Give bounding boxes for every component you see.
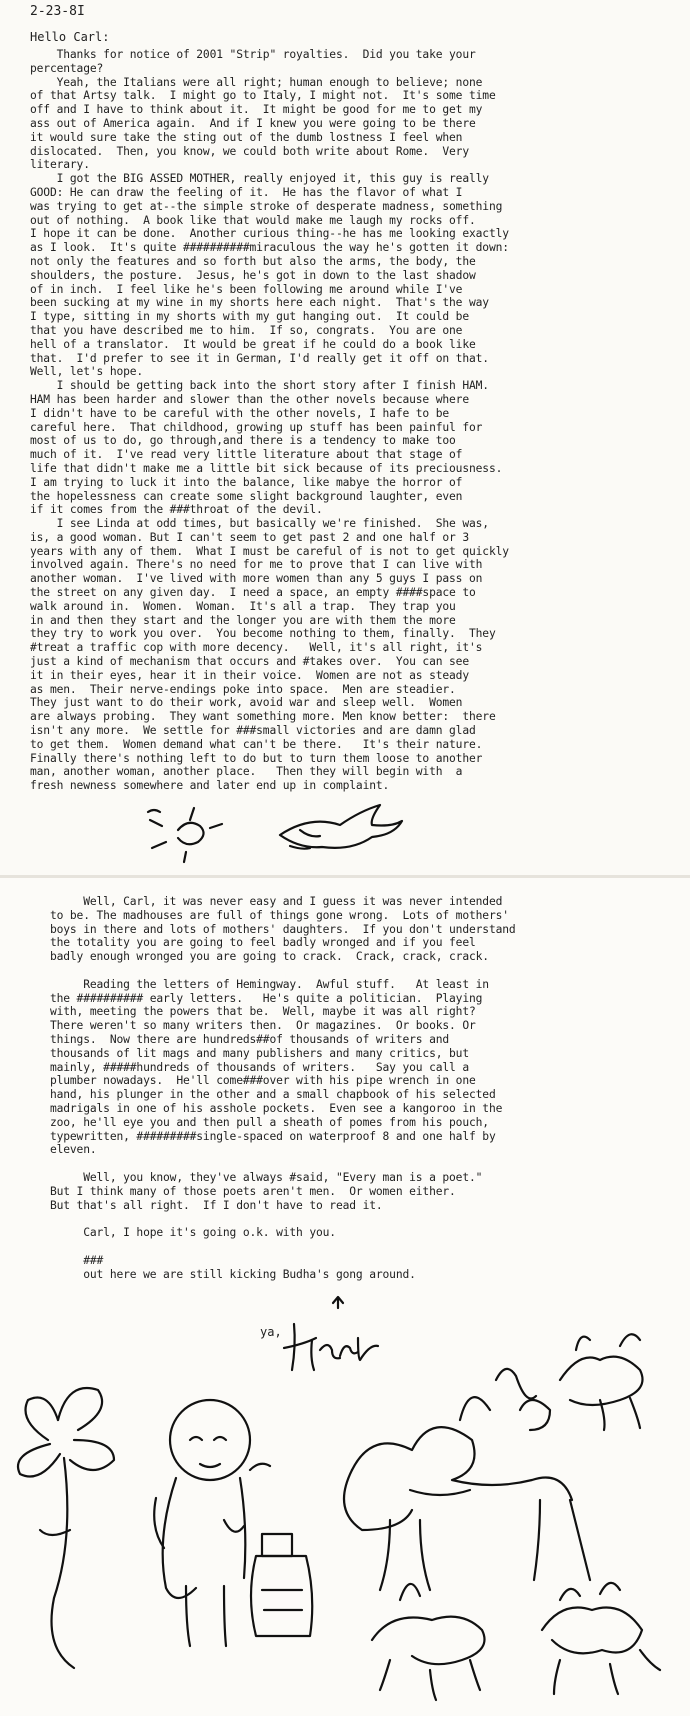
- letter-line: Yeah, the Italians were all right; human enough to believe; none: [30, 75, 483, 89]
- dog-doodle-bottom-right: [542, 1583, 660, 1694]
- letter-line: just a kind of mechanism that occurs and #takes over. You can see: [30, 655, 469, 669]
- letter-line: been sucking at my wine in my shorts here each night. That's the way: [30, 296, 489, 310]
- letter-line: plumber nowadays. He'll come###over with his pipe wrench in one: [30, 1074, 476, 1088]
- letter-line: thousands of lit mags and many publishers and many critics, but: [30, 1046, 469, 1060]
- letter-line: to be. The madhouses are full of things gone wrong. Lots of mothers': [30, 908, 509, 922]
- letter-line: to get them. Women demand what can't be there. It's their nature.: [30, 737, 483, 751]
- letter-line: life that didn't make me a little bit sick because of its preciousness.: [30, 461, 503, 475]
- letter-line: I type, sitting in my shorts with my gut hanging out. It could be: [30, 310, 469, 324]
- letter-line: off and I have to think about it. It might be good for me to get my: [30, 103, 483, 117]
- letter-line: hand, his plunger in the other and a small chapbook of his selected: [30, 1088, 496, 1102]
- letter-line: But I think many of those poets aren't men. Or women either.: [30, 1184, 456, 1198]
- fish-doodle: [280, 805, 402, 849]
- letter-date: 2-23-8I: [30, 4, 85, 19]
- sun-face-doodle: [148, 808, 222, 862]
- letter-line: careful here. That childhood, growing up stuff has been painful for: [30, 420, 483, 434]
- dog-doodle-top-right: [496, 1334, 643, 1430]
- letter-line: it would sure take the sting out of the dumb lostness I feel when: [30, 130, 463, 144]
- letter-line: was trying to get at--the simple stroke of desperate madness, something: [30, 199, 503, 213]
- letter-line: most of us to do, go through,and there is a tendency to make too: [30, 434, 456, 448]
- letter-line: Finally there's nothing left to do but to turn them loose to another: [30, 751, 483, 765]
- letter-line: But that's all right. If I don't have to read it.: [30, 1198, 383, 1212]
- letter-line: Carl, I hope it's going o.k. with you.: [30, 1226, 336, 1240]
- letter-line: I should be getting back into the short story after I finish HAM.: [30, 379, 489, 393]
- letter-line: out of nothing. A book like that would make me laugh my rocks off.: [30, 213, 476, 227]
- letter-line: years with any of them. What I must be careful of is not to get quickly: [30, 544, 509, 558]
- letter-line: Well, let's hope.: [30, 365, 144, 379]
- letter-line: as men. Their nerve-endings poke into space. Men are steadier.: [30, 682, 456, 696]
- letter-line: with, meeting the powers that be. Well, maybe it was all right?: [30, 1005, 476, 1019]
- letter-line: ###: [30, 1253, 104, 1267]
- letter-line: boys in there and lots of mothers' daughters. If you don't understand: [30, 922, 516, 936]
- letter-line: involved again. There's no need for me to prove that I can live with: [30, 558, 483, 572]
- letter-line: the totality you are going to feel badly wronged and if you feel: [30, 936, 476, 950]
- letter-line: badly enough wronged you are going to crack. Crack, crack, crack.: [30, 950, 489, 964]
- letter-salutation: Hello Carl:: [30, 30, 110, 44]
- letter-line: Thanks for notice of 2001 "Strip" royalties. Did you take your: [30, 48, 476, 61]
- letter-line: hell of a translator. It would be great if he could do a book like: [30, 337, 476, 351]
- letter-line: out here we are still kicking Budha's gong around.: [30, 1267, 416, 1281]
- letter-line: Well, you know, they've always #said, "Every man is a poet.": [30, 1170, 483, 1184]
- letter-line: There weren't so many writers then. Or magazines. Or books. Or: [30, 1019, 476, 1033]
- letter-line: the hopelessness can create some slight background laughter, even: [30, 489, 463, 503]
- letter-line: shoulders, the posture. Jesus, he's got in down to the last shadow: [30, 268, 476, 282]
- letter-line: that. I'd prefer to see it in German, I'd really get it off on that.: [30, 351, 489, 365]
- letter-line: of in inch. I feel like he's been following me around while I've: [30, 282, 463, 296]
- letter-line: as I look. It's quite ##########miraculous the way he's gotten it down:: [30, 241, 509, 255]
- letter-line: it in their eyes, hear it in their voice. Women are not as steady: [30, 668, 469, 682]
- letter-line: I didn't have to be careful with the other novels, I hafe to be: [30, 406, 450, 420]
- letter-line: I got the BIG ASSED MOTHER, really enjoyed it, this guy is really: [30, 172, 489, 186]
- letter-line: They just want to do their work, avoid war and sleep well. Women: [30, 696, 463, 710]
- letter-line: are always probing. They want something more. Men know better: there: [30, 710, 496, 724]
- letter-line: typewritten, #########single-spaced on waterproof 8 and one half by: [30, 1129, 496, 1143]
- letter-line: I hope it can be done. Another curious thing--he has me looking exactly: [30, 227, 509, 241]
- letter-line: the ########## early letters. He's quite a politician. Playing: [30, 991, 483, 1005]
- letter-closing: ya,: [260, 1325, 282, 1339]
- letter-line: that you have described me to him. If so, congrats. You are one: [30, 323, 463, 337]
- letter-line: in and then they start and the longer you are with them the more: [30, 613, 456, 627]
- letter-line: eleven.: [30, 1143, 97, 1157]
- letter-line: fresh newness somewhere and later end up in complaint.: [30, 779, 390, 793]
- letter-line: zoo, he'll eye you and then pull a sheath of pomes from his pouch,: [30, 1115, 489, 1129]
- letter-line: they try to work you over. You become nothing to them, finally. They: [30, 627, 496, 641]
- letter-line: walk around in. Women. Woman. It's all a trap. They trap you: [30, 599, 456, 613]
- letter-line: I see Linda at odd times, but basically we're finished. She was,: [30, 517, 489, 531]
- horse-doodle: [344, 1397, 590, 1590]
- letter-line: I am trying to luck it into the balance, like mabye the horror of: [30, 475, 463, 489]
- letter-line: GOOD: He can draw the feeling of it. He has the flavor of what I: [30, 185, 463, 199]
- letter-line: mainly, #####hundreds of thousands of writers. Say you call a: [30, 1060, 469, 1074]
- letter-line: Well, Carl, it was never easy and I guess it was never intended: [30, 895, 503, 908]
- letter-line: Reading the letters of Hemingway. Awful stuff. At least in: [30, 977, 489, 991]
- letter-line: ass out of America again. And if I knew you were going to be there: [30, 116, 476, 130]
- letter-line: if it comes from the ###throat of the devil.: [30, 503, 323, 517]
- correction-caret: [333, 1297, 343, 1308]
- letter-line: dislocated. Then, you know, we could both write about Rome. Very: [30, 144, 469, 158]
- letter-line: literary.: [30, 158, 90, 172]
- flower-doodle: [18, 1388, 114, 1668]
- letter-line: man, another woman, another place. Then they will begin with a: [30, 765, 463, 779]
- wine-bottle-doodle: [251, 1534, 312, 1636]
- letter-line: the street on any given day. I need a space, an empty ####space to: [30, 586, 476, 600]
- hank-signature: [284, 1324, 378, 1370]
- letter-line: percentage?: [30, 61, 104, 75]
- letter-line: madrigals in one of his asshole pockets. Even see a kangoroo in the: [30, 1101, 503, 1115]
- dog-doodle-bottom-center: [372, 1584, 485, 1700]
- letter-line: is, a good woman. But I can't seem to get past 2 and one half or 3: [30, 530, 469, 544]
- letter-line: HAM has been harder and slower than the other novels because where: [30, 392, 469, 406]
- letter-line: not only the features and so forth but also the arms, the body, the: [30, 254, 476, 268]
- letter-line: things. Now there are hundreds##of thousands of writers and: [30, 1032, 450, 1046]
- letter-line: much of it. I've read very little literature about that stage of: [30, 448, 463, 462]
- letter-line: isn't any more. We settle for ###small victories and are damn glad: [30, 724, 476, 738]
- letter-line: another woman. I've lived with more women than any 5 guys I pass on: [30, 572, 483, 586]
- letter-line: of that Artsy talk. I might go to Italy, I might not. It's some time: [30, 89, 496, 103]
- letter-line: #treat a traffic cop with more decency. Well, it's all right, it's: [30, 641, 483, 655]
